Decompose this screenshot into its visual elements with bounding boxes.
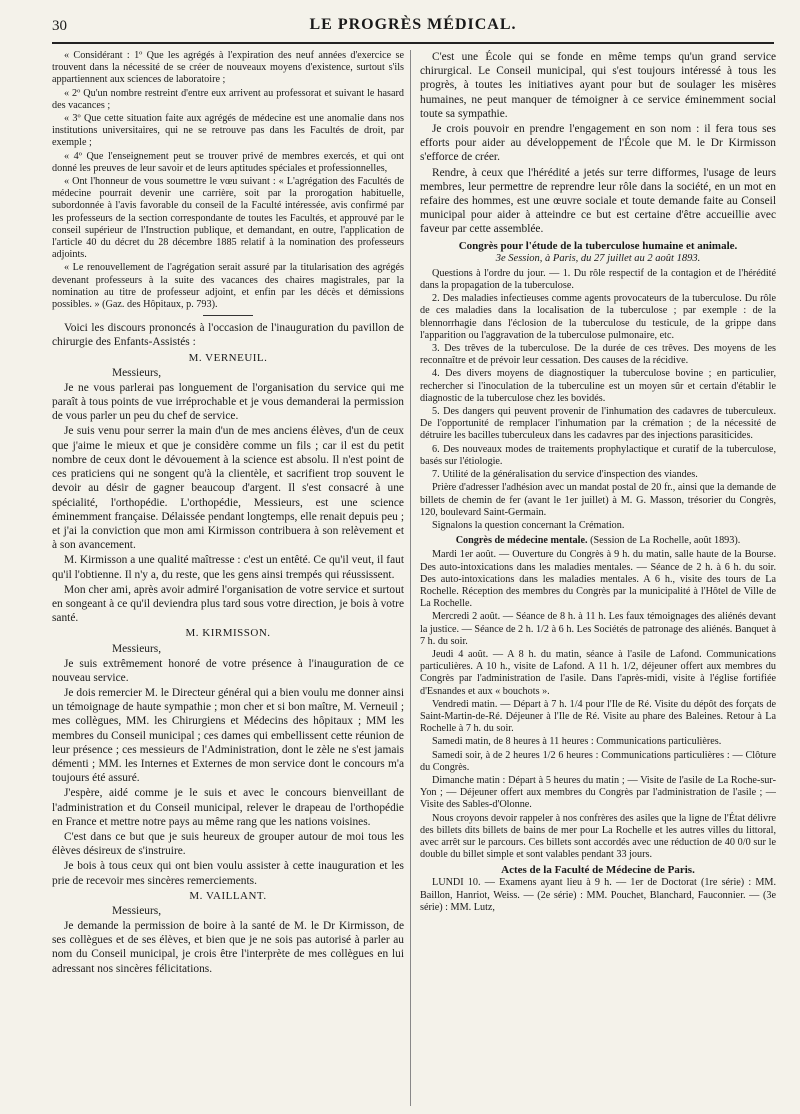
- speaker-kirmisson: M. KIRMISSON.: [185, 627, 271, 640]
- right-column: [420, 50, 776, 1106]
- report-paragraph: « Le renouvellement de l'agrégation serait assuré par la titularisation des agrégés devenant professeurs à la suite des vacances des chaires magistrales, par la nomination au titre de professeur adjoint, et enfin par les décès et démissions possibles. » (Gaz. des Hôpitaux, p. 793).: [52, 262, 404, 311]
- report-paragraph: « Considérant : 1º Que les agrégés à l'expiration des neuf années d'exercice se trouvent dans la nécessité de se créer de nouveaux moyens d'existence, surtout s'ils appartiennent aux sciences de laboratoire ;: [52, 50, 404, 86]
- journal-title: LE PROGRÈS MÉDICAL.: [309, 16, 517, 33]
- salutation: Messieurs,: [112, 904, 162, 917]
- faculte-acts-title: Actes de la Faculté de Médecine de Paris.: [501, 864, 695, 877]
- salutation: Messieurs,: [112, 642, 162, 655]
- mentale-congress-heading: [420, 535, 776, 547]
- congress-item: Prière d'adresser l'adhésion avec un mandat postal de 20 fr., ainsi que la demande de billets de chemin de fer (avant le 1er juillet) à M. G. Masson, trésorier du Congrès, 120, boulevard Saint-Germain.: [420, 482, 776, 518]
- congress-item: 7. Utilité de la généralisation du service d'inspection des viandes.: [432, 469, 698, 481]
- congress-item: 3. Des trêves de la tuberculose. De la durée de ces trêves. Des moyens de les reconnaître et de prévoir leur cessation. Des causes de la récidive.: [420, 343, 776, 367]
- speech-paragraph: C'est dans ce but que je suis heureux de grouper autour de moi tous les élèves désireux de s'instruire.: [52, 830, 404, 858]
- speeches-intro: Voici les discours prononcés à l'occasion de l'inauguration du pavillon de chirurgie des Enfants-Assistés :: [52, 322, 404, 349]
- congress-item: 5. Des dangers qui peuvent provenir de l'inhumation des cadavres de tuberculeux. De l'opportunité de remplacer l'inhumation par la crémation ; de la nécessité de détruire les bacilles tuberculeux dans les cadavres par des injections parasiticides.: [420, 406, 776, 442]
- page-header: [52, 8, 774, 44]
- faculte-acts-text: LUNDI 10. — Examens ayant lieu à 9 h. — 1er de Doctorat (1re série) : MM. Baillon, Hanriot, Weiss. — (2e série) : MM. Pouchet, Blanchard, Fauconnier. — (3e série) : MM. Lutz,: [420, 877, 776, 913]
- congress-day: Mardi 1er août. — Ouverture du Congrès à 9 h. du matin, salle haute de la Bourse. Des auto-intoxications dans les maladies mentales. — Séance de 2 h. à 6 h. du soir. Des auto-intoxications dans les maladies mentales. A 6 h., visite des tours de La Rochelle. Réception des membres du Congrès par la municipalité à l'Hôtel de Ville de La Rochelle.: [420, 549, 776, 610]
- congress-item: 2. Des maladies infectieuses comme agents provocateurs de la tuberculose. Du rôle de ces maladies dans la localisation de la tuberculose ; par exemple : de la blennorrhagie dans l'éclosion de la tuberculose du testicule, de la grippe dans l'apparition ou l'aggravation de la tuberculose pulmonaire, etc.: [420, 293, 776, 341]
- speaker-verneuil: M. VERNEUIL.: [188, 351, 268, 364]
- congress-day: Samedi matin, de 8 heures à 11 heures : Communications particulières.: [432, 736, 722, 748]
- speech-paragraph: M. Kirmisson a une qualité maîtresse : c'est un entêté. Ce qu'il veut, il faut qu'il l'obtienne. Il n'y a, du reste, que les gens ainsi trempés qui réussissent.: [52, 554, 404, 581]
- congress-item: 4. Des divers moyens de diagnostiquer la tuberculose bovine ; en particulier, rechercher si l'inoculation de la tuberculine est un moyen sûr et certain d'établir le diagnostic de la tuberculose chez les bovidés.: [420, 368, 776, 404]
- speech-paragraph: Je suis venu pour serrer la main d'un de mes anciens élèves, d'un de ceux que j'aime le mieux et que je considère comme un fils ; car il est du petit nombre de ceux dont le dévouement à la science est absolu. Il n'est point de ces praticiens qui ne songent qu'à la clientèle, et sacrifient trop souvent le devoir au désir de gagner beaucoup d'argent. Il s'est consacré à une spécialité, l'orthopédie. L'orthopédie, Messieurs, est une science éminemment française. Délaissée pendant longtemps, elle renait depuis peu ; et j'ai la conviction que mon ami Kirmisson contribuera à son relèvement et à son avancement.: [52, 425, 404, 552]
- page-number: 30: [52, 18, 67, 34]
- congress-day: Vendredi matin. — Départ à 7 h. 1/4 pour l'Ile de Ré. Visite du dépôt des forçats de Saint-Martin-de-Ré. Déjeuner à l'Ile de Ré. Visite au phare des Baleines. Retour à La Rochelle à 7 h. du soir.: [420, 698, 776, 735]
- mentale-congress-session: (Session de La Rochelle, août 1893).: [590, 535, 741, 547]
- congress-day: Mercredi 2 août. — Séance de 8 h. à 11 h. Les faux témoignages des aliénés devant la justice. — Séance de 2 h. 1/2 à 6 h. Les Sociétés de patronage des aliénés. Banquet à 7 h. du soir.: [420, 611, 776, 647]
- report-paragraph: « 3º Que cette situation faite aux agrégés de médecine est une anomalie dans nos institutions universitaires, qui ne se retrouve pas dans les Facultés de droit, par exemple ;: [52, 113, 404, 149]
- report-paragraph: « 2º Qu'un nombre restreint d'entre eux arrivent au professorat et suivant le hasard des vacances ;: [52, 87, 404, 111]
- section-separator: [203, 315, 253, 316]
- speech-paragraph: Rendre, à ceux que l'hérédité a jetés sur terre difformes, l'usage de leurs membres, leur permettre de reprendre leur rôle dans la société, en un mot en refaire des hommes, est une œuvre sociale et toute demande faite au Conseil municipal pour aider à atteindre ce but est certaine d'être accueillie avec faveur par cette assemblée.: [420, 166, 776, 236]
- congress-item: 6. Des nouveaux modes de traitements prophylactique et curatif de la tuberculose, basés sur l'étiologie.: [420, 443, 776, 467]
- congress-day: Nous croyons devoir rappeler à nos confrères des asiles que la ligne de l'État délivre des billets dits billets de bains de mer pour La Rochelle et les autres villes du littoral, avec arrêt sur le parcours. Ces billets sont accordés avec une réduction de 40 0/0 sur le double du billet simple et sont valables pendant 33 jours.: [420, 812, 776, 861]
- speech-paragraph: Je dois remercier M. le Directeur général qui a bien voulu me donner ainsi un témoignage de haute sympathie ; mon cher et si bon maître, M. Verneuil ; mes collègues, MM. les Chirurgiens et Médecins des hôpitaux ; MM les membres du Conseil municipal ; ces dames qui embellissent cette réunion de leur présence ; ces messieurs de l'Administration, dont le zèle ne s'est jamais démenti ; MM. les Internes et Externes de mon service dont le concours m'a toujours été assuré.: [52, 686, 404, 785]
- mentale-congress-title: Congrès de médecine mentale.: [455, 535, 588, 547]
- column-divider: [410, 50, 411, 1106]
- speaker-vaillant: M. VAILLANT.: [189, 889, 267, 902]
- speech-paragraph: J'espère, aidé comme je le suis et avec le concours bienveillant de l'administration et du Conseil municipal, relever le drapeau de l'orthopédie en France et mettre notre pays au même rang que les nations voisines.: [52, 787, 404, 828]
- congress-item: Signalons la question concernant la Crémation.: [432, 519, 625, 531]
- congress-day: Dimanche matin : Départ à 5 heures du matin ; — Visite de l'asile de La Roche-sur-Yon ; — Déjeuner offert aux membres du Congrès par l'administration de l'asile ; — Visite des Sables-d'Olonne.: [420, 774, 776, 811]
- speech-paragraph: Je suis extrêmement honoré de votre présence à l'inauguration de ce nouveau service.: [52, 657, 404, 684]
- left-column: [52, 50, 404, 1106]
- salutation: Messieurs,: [112, 366, 162, 379]
- congress-day: Jeudi 4 août. — A 8 h. du matin, séance à l'asile de Lafond. Communications particulières. A 10 h., visite de Lafond. A 11 h. 1/2, déjeuner offert aux membres du Congrès par l'administration de l'asile. Dans l'après-midi, visite à l'église fortifiée d'Esnandes et aux « bouchots ».: [420, 648, 776, 697]
- speech-paragraph: Je ne vous parlerai pas longuement de l'organisation du service qui me paraît à tous points de vue irréprochable et je vous demanderai la permission de vous parler un peu du chef de service.: [52, 381, 404, 423]
- tuberculose-congress-title: Congrès pour l'étude de la tuberculose humaine et animale.: [458, 239, 738, 252]
- speech-paragraph: C'est une École qui se fonde en même temps qu'un grand service chirurgical. Le Conseil municipal, qui s'est toujours intéressé à tous les progrès, à toutes les initiatives ayant pour but de soulager les misères humaines, ne peut manquer de témoigner à ce service éminemment social toute sa sympathie.: [420, 51, 776, 120]
- report-paragraph: « 4º Que l'enseignement peut se trouver privé de membres exercés, et qui ont donné les preuves de leur savoir et de leurs aptitudes spéciales et professionnelles,: [52, 150, 404, 174]
- tuberculose-session: 3e Session, à Paris, du 27 juillet au 2 août 1893.: [495, 252, 701, 264]
- congress-item: Questions à l'ordre du jour. — 1. Du rôle respectif de la contagion et de l'hérédité dans la propagation de la tuberculose.: [420, 267, 776, 292]
- speech-paragraph: Je bois à tous ceux qui ont bien voulu assister à cette inauguration et les prie de recevoir mes sincères remerciements.: [52, 860, 404, 887]
- report-paragraph: « Ont l'honneur de vous soumettre le vœu suivant : « L'agrégation des Facultés de médecine pourrait devenir une carrière, soit par la prorogation habituelle, subordonnée à l'avis favorable du conseil de la Faculté intéressée, avis confirmé par les professeurs de la section correspondante de toutes les Facultés, et approuvé par le conseil supérieur de l'Instruction publique, et demandant, en outre, l'application de l'article 40 du décret du 28 décembre 1885 relatif à la nomination des professeurs adjoints.: [52, 176, 404, 261]
- speech-paragraph: Mon cher ami, après avoir admiré l'organisation de votre service et surtout en songeant à ce qu'il deviendra plus tard sous votre direction, je bois à votre santé.: [52, 583, 404, 625]
- speech-paragraph: Je demande la permission de boire à la santé de M. le Dr Kirmisson, de ses collègues et de ses élèves, et bien que je ne sois pas autorisé à parler au nom du Conseil municipal, je crois être l'interprète de mes collègues en lui adressant nos sincères félicitations.: [52, 919, 404, 975]
- speech-paragraph: Je crois pouvoir en prendre l'engagement en son nom : il fera tous ses efforts pour aider au développement de l'École que M. le Dr Kirmisson s'efforce de créer.: [420, 123, 776, 164]
- congress-day: Samedi soir, à de 2 heures 1/2 6 heures : Communications particulières : — Clôture du Congrès.: [420, 749, 776, 773]
